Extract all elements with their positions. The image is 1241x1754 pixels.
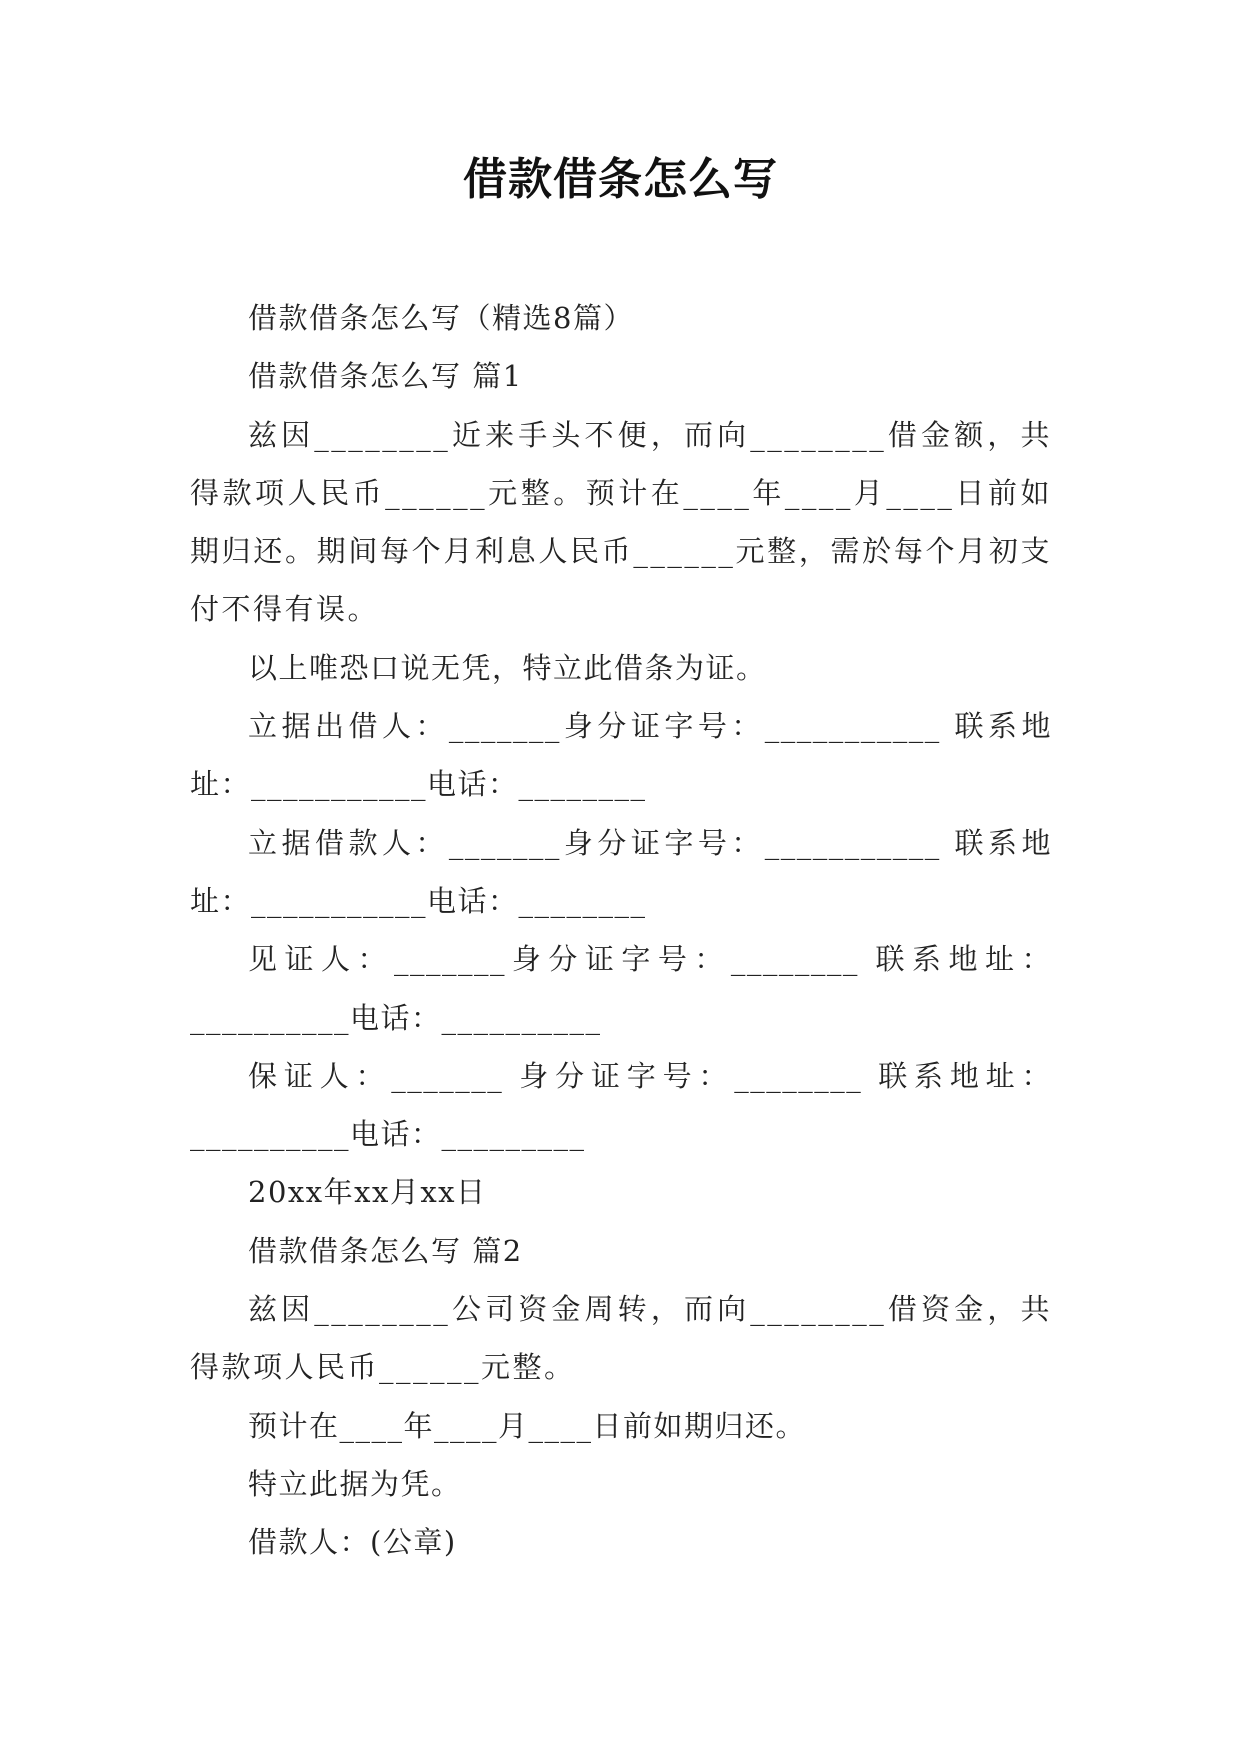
- paragraph-subtitle: 借款借条怎么写（精选8篇）: [248, 301, 634, 335]
- paragraph-borrower-info: 立据借款人：_______身分证字号：___________ 联系地址：___________电话：________: [190, 825, 1052, 918]
- paragraph-lender-info: 立据出借人：_______身分证字号：___________ 联系地址：___________电话：________: [190, 709, 1052, 802]
- paragraph-loan-terms-2: 兹因________公司资金周转，而向________借资金，共得款项人民币______元整。: [190, 1292, 1052, 1385]
- document-title: 借款借条怎么写: [463, 154, 778, 205]
- paragraph-witness-info: 见证人：_______身分证字号：________ 联系地址：__________电话：__________: [190, 942, 1052, 1035]
- paragraph-loan-terms-1: 兹因________近来手头不便，而向________借金额，共得款项人民币______元整。预计在____年____月____日前如期归还。期间每个月利息人民币______元整，需於每个月初支付不得有误。: [190, 417, 1052, 627]
- paragraph-borrower-seal: 借款人：(公章): [248, 1525, 457, 1560]
- paragraph-certification: 特立此据为凭。: [248, 1466, 462, 1501]
- paragraph-section-1-heading: 借款借条怎么写 篇1: [248, 359, 523, 394]
- document-body: [190, 289, 1052, 1572]
- paragraph-guarantor-info: 保证人：_______ 身分证字号：________ 联系地址：__________电话：_________: [190, 1058, 1052, 1152]
- paragraph-date: 20xx年xx月xx日: [248, 1175, 487, 1210]
- paragraph-section-2-heading: 借款借条怎么写 篇2: [248, 1233, 523, 1268]
- paragraph-proof-statement: 以上唯恐口说无凭，特立此借条为证。: [248, 650, 767, 685]
- paragraph-repayment-date: 预计在____年____月____日前如期归还。: [248, 1408, 807, 1443]
